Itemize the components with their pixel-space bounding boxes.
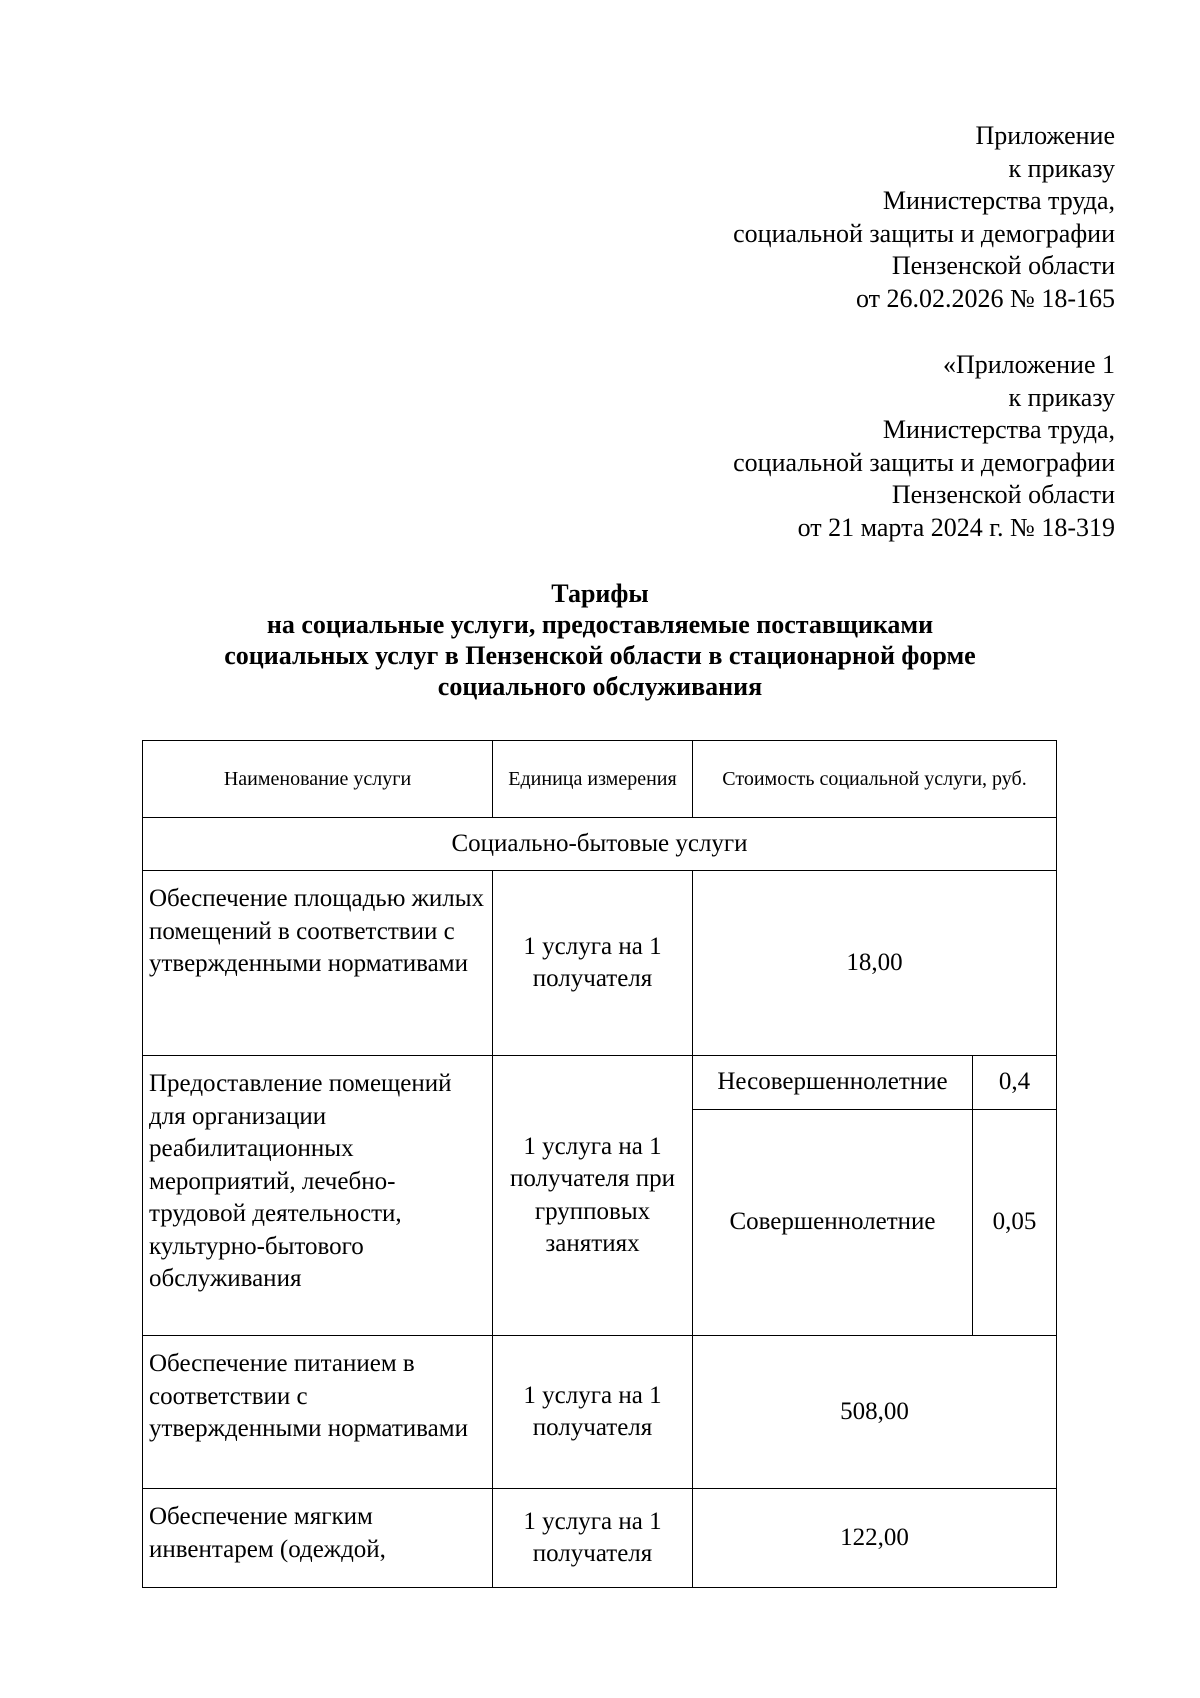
previous-appendix-line: социальной защиты и демографии (733, 447, 1115, 477)
table-row (143, 1336, 1057, 1489)
title-line: на социальные услуги, предоставляемые поставщиками (266, 610, 934, 639)
service-name: Обеспечение питанием в соответствии с утвержденными нормативами (143, 1336, 493, 1489)
category-label: Совершеннолетние (693, 1110, 973, 1336)
appendix-line: социальной защиты и демографии (733, 218, 1115, 248)
service-unit: 1 услуга на 1 получателя (493, 1336, 693, 1489)
service-unit: 1 услуга на 1 получателя при групповых занятиях (493, 1056, 693, 1336)
table-row (143, 1489, 1057, 1588)
appendix-line: Приложение (975, 121, 1115, 150)
previous-appendix-line: к приказу (1008, 382, 1115, 412)
service-cost: 18,00 (693, 871, 1057, 1056)
service-unit: 1 услуга на 1 получателя (493, 871, 693, 1056)
title-line: Тарифы (551, 579, 649, 608)
service-name: Обеспечение мягким инвентарем (одеждой, (143, 1489, 493, 1588)
previous-appendix-line: «Приложение 1 (942, 350, 1115, 379)
appendix-line: к приказу (1008, 153, 1115, 183)
previous-appendix-line: от 21 марта 2024 г. № 18-319 (797, 512, 1115, 542)
appendix-header (733, 120, 1115, 315)
appendix-line: от 26.02.2026 № 18-165 (856, 283, 1115, 313)
table-row (143, 871, 1057, 1056)
service-name: Предоставление помещений для организации реабилитационных мероприятий, лечебно-трудовой деятельности, культурно-бытового обслуживания (143, 1056, 493, 1336)
table-header-row (143, 741, 1057, 818)
category-label: Несовершеннолетние (693, 1056, 973, 1110)
previous-appendix-line: Министерства труда, (882, 415, 1115, 444)
service-cost: 508,00 (693, 1336, 1057, 1489)
title-line: социальных услуг в Пензенской области в стационарной форме (224, 641, 976, 670)
section-title: Социально-бытовые услуги (143, 818, 1057, 871)
category-cost: 0,4 (973, 1056, 1057, 1110)
tariff-table (142, 740, 1057, 1588)
appendix-line: Министерства труда, (882, 186, 1115, 215)
service-name: Обеспечение площадью жилых помещений в соответствии с утвержденными нормативами (143, 871, 493, 1056)
service-unit: 1 услуга на 1 получателя (493, 1489, 693, 1588)
previous-appendix-line: Пензенской области (891, 480, 1115, 509)
appendix-line: Пензенской области (891, 251, 1115, 280)
header-name: Наименование услуги (143, 741, 493, 818)
title-line: социального обслуживания (437, 672, 763, 701)
header-unit: Единица измерения (493, 741, 693, 818)
header-cost: Стоимость социальной услуги, руб. (693, 741, 1057, 818)
service-cost: 122,00 (693, 1489, 1057, 1588)
previous-appendix-header (733, 349, 1115, 544)
document-title (0, 578, 1200, 702)
section-row (143, 818, 1057, 871)
table-row (143, 1056, 1057, 1110)
category-cost: 0,05 (973, 1110, 1057, 1336)
